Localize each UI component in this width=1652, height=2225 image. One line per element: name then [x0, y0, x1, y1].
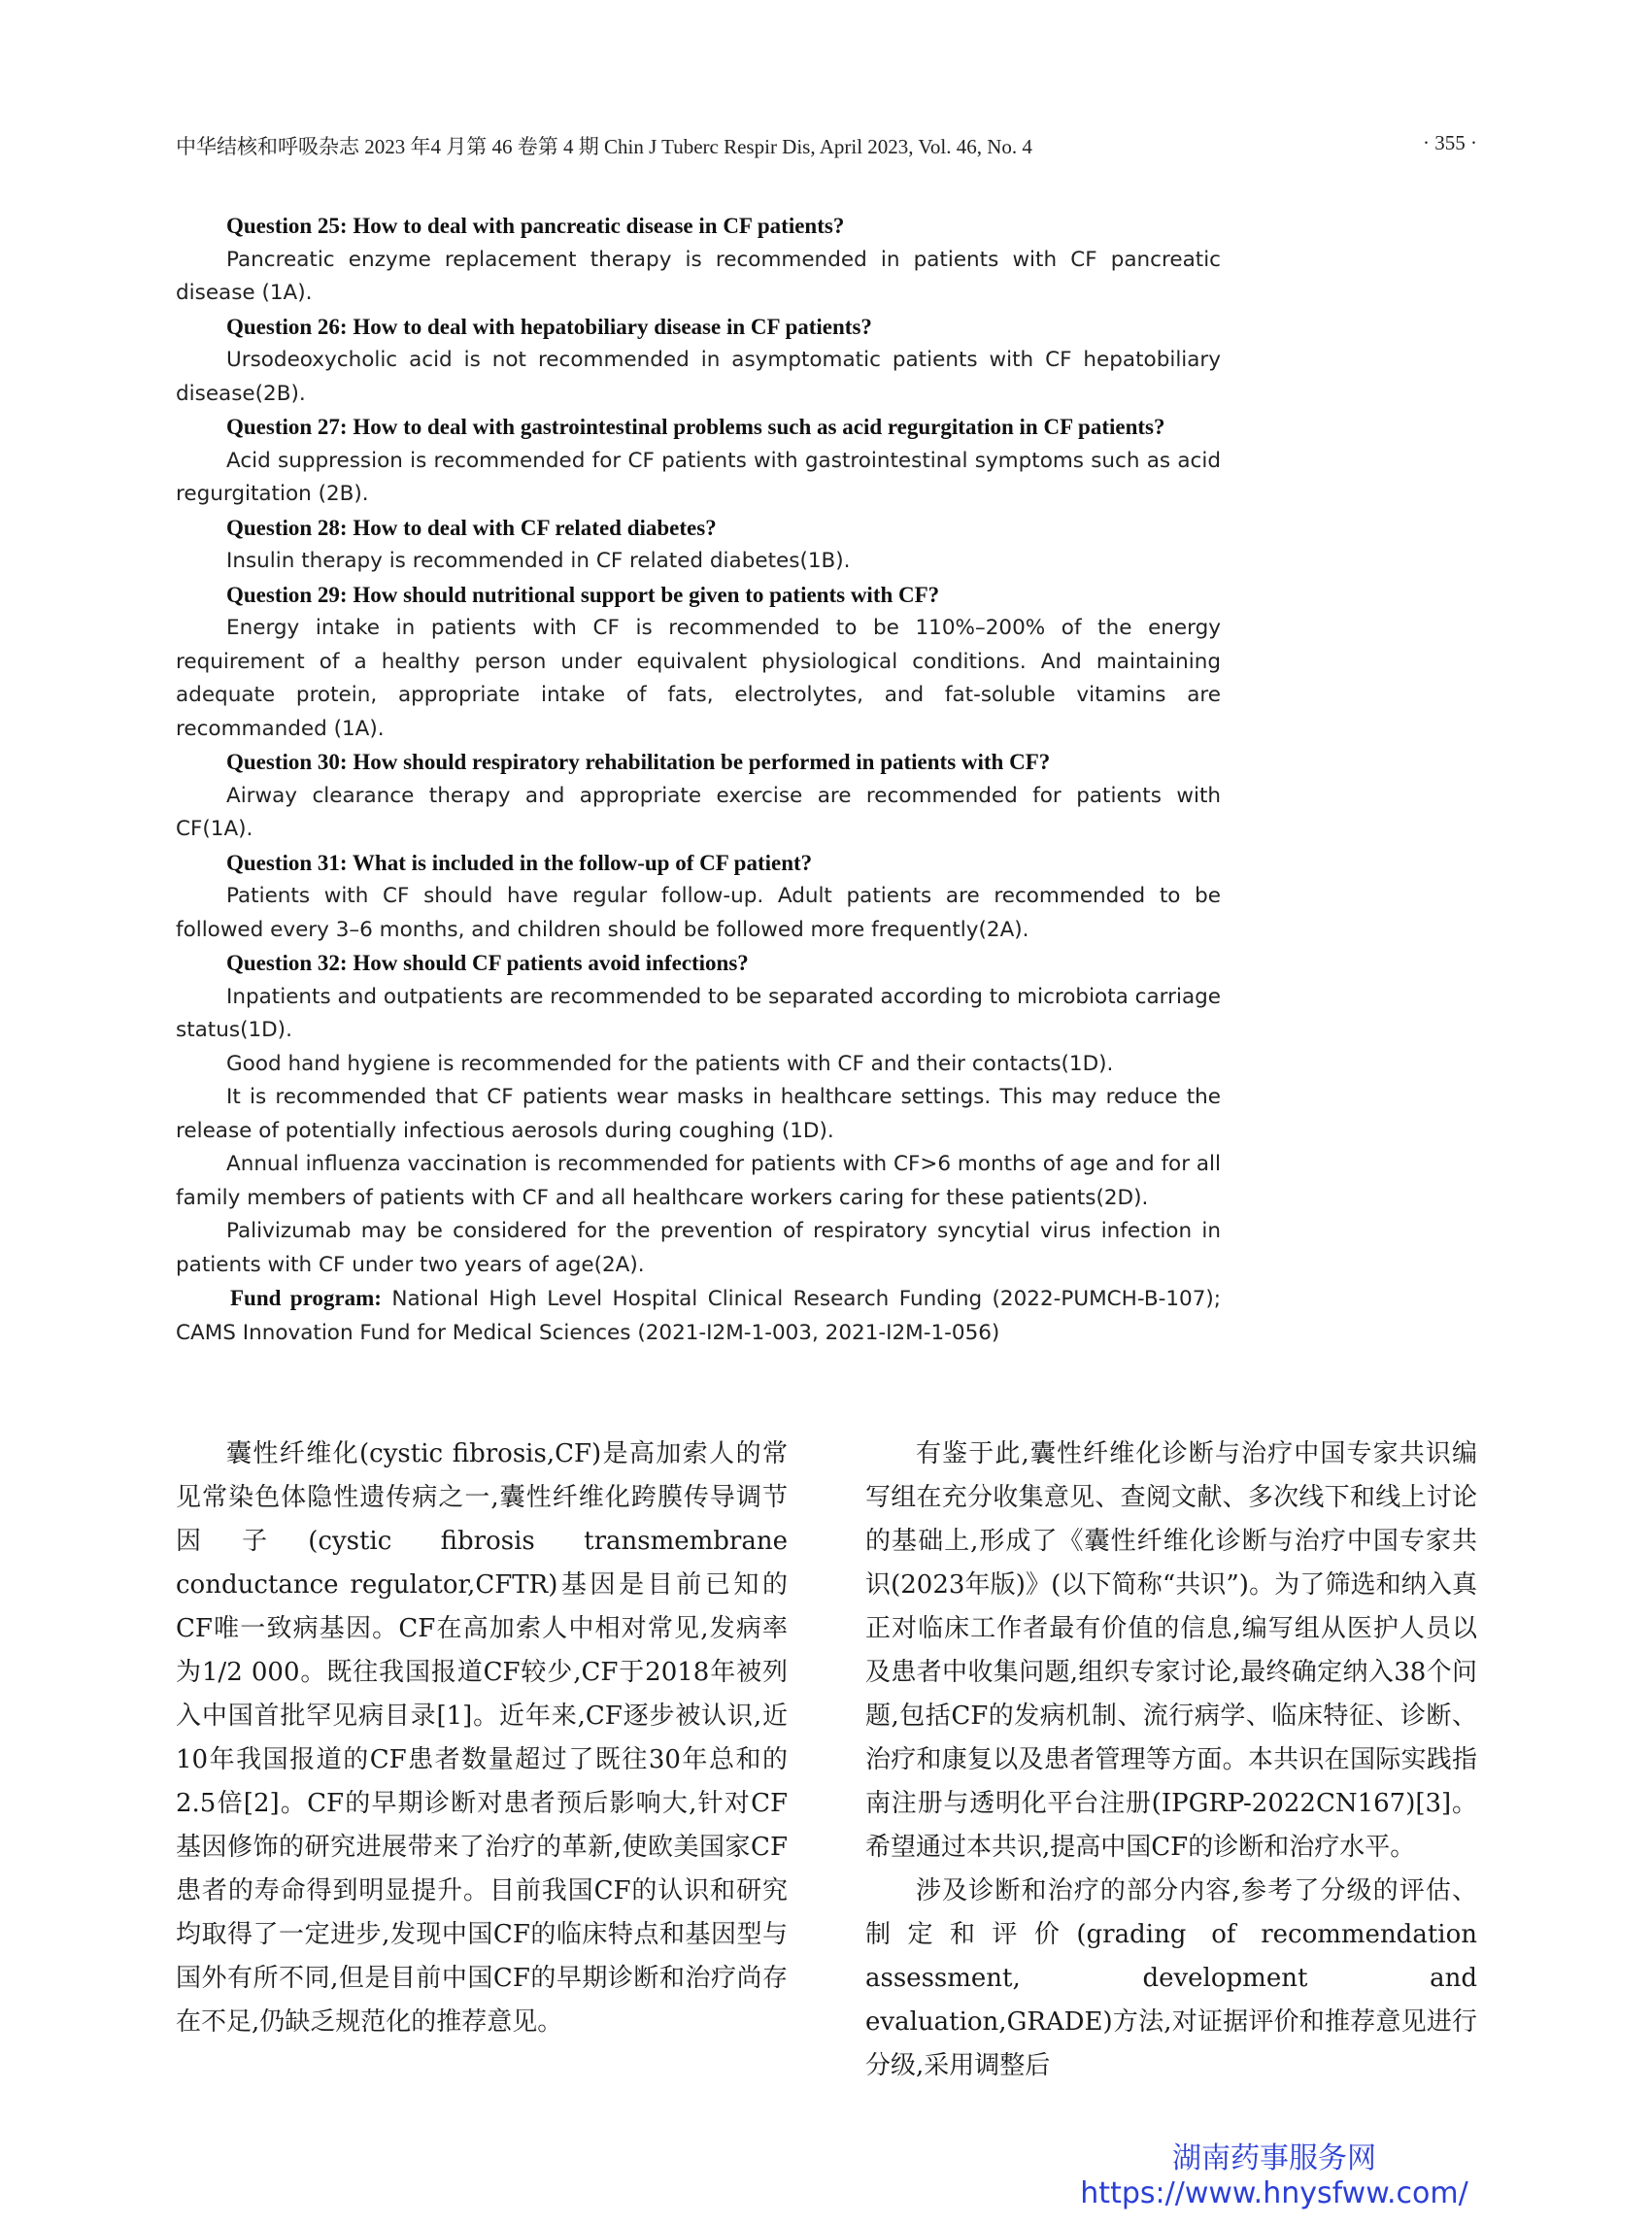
abstract-question: Question 31: What is included in the follow-up of CF patient? [226, 850, 813, 875]
abstract-recommendation: Airway clearance therapy and appropriate exercise are recommended for patients with CF(1A). [176, 783, 1221, 841]
watermark-site-name: 湖南药事服务网 [1172, 2141, 1376, 2175]
abstract-recommendation: Palivizumab may be considered for the prevention of respiratory syncytial virus infection in patients with CF under two years of age(2A). [176, 1219, 1221, 1277]
abstract-recommendation: Ursodeoxycholic acid is not recommended in asymptomatic patients with CF hepatobiliary disease(2B). [176, 348, 1221, 406]
page-number: · 355 · [1423, 131, 1477, 154]
abstract-question: Question 28: How to deal with CF related diabetes? [226, 515, 717, 540]
abstract-recommendation: Good hand hygiene is recommended for the patients with CF and their contacts(1D). [226, 1051, 1114, 1076]
watermark-url[interactable]: https://www.hnysfww.com/ [1080, 2176, 1468, 2210]
abstract-recommendation: Acid suppression is recommended for CF patients with gastrointestinal symptoms such as acid regurgitation (2B). [176, 448, 1221, 506]
body-paragraph: 有鉴于此,囊性纤维化诊断与治疗中国专家共识编写组在充分收集意见、查阅文献、多次线下和线上讨论的基础上,形成了《囊性纤维化诊断与治疗中国专家共识(2023年版)》(以下简称“共识”)。为了筛选和纳入真正对临床工作者最有价值的信息,编写组从医护人员以及患者中收集问题,组织专家讨论,最终确定纳入38个问题,包括CF的发病机制、流行病学、临床特征、诊断、治疗和康复以及患者管理等方面。本共识在国际实践指南注册与透明化平台注册(IPGRP-2022CN167)[3]。希望通过本共识,提高中国CF的诊断和治疗水平。 [865, 1439, 1477, 1862]
abstract-recommendation: Inpatients and outpatients are recommended to be separated according to microbiota carriage status(1D). [176, 984, 1221, 1042]
abstract-recommendation: It is recommended that CF patients wear masks in healthcare settings. This may reduce the release of potentially infectious aerosols during coughing (1D). [176, 1085, 1221, 1143]
abstract-question: Question 27: How to deal with gastrointestinal problems such as acid regurgitation in CF patients? [226, 415, 1165, 439]
abstract-question: Question 32: How should CF patients avoid infections? [226, 951, 749, 975]
fund-program-label: Fund program: [230, 1286, 382, 1310]
abstract-question: Question 25: How to deal with pancreatic disease in CF patients? [226, 214, 845, 238]
fund-program [176, 1282, 1221, 1350]
abstract-question: Question 29: How should nutritional support be given to patients with CF? [226, 582, 940, 607]
right-column [865, 1433, 1477, 2088]
english-abstract [176, 210, 1221, 1350]
journal-citation: 中华结核和呼吸杂志 2023 年4 月第 46 卷第 4 期 Chin J Tuberc Respir Dis, April 2023, Vol. 46, No. 4 [176, 135, 1032, 158]
abstract-question: Question 26: How to deal with hepatobiliary disease in CF patients? [226, 314, 872, 339]
abstract-recommendation: Annual influenza vaccination is recommended for patients with CF>6 months of age and for all family members of patients with CF and all healthcare workers caring for these patients(2D). [176, 1152, 1221, 1210]
fund-program-text: National High Level Hospital Clinical Research Funding (2022-PUMCH-B-107); CAMS Innovation Fund for Medical Sciences (2021-I2M-1-003, 2021-I2M-1-056) [176, 1287, 1222, 1345]
abstract-question: Question 30: How should respiratory rehabilitation be performed in patients with CF? [226, 750, 1051, 774]
watermark [1070, 2141, 1478, 2211]
abstract-recommendation: Energy intake in patients with CF is recommended to be 110%–200% of the energy requirement of a healthy person under equivalent physiological conditions. And maintaining adequate protein, appropriate intake of fats, electrolytes, and fat-soluble vitamins are recommanded (1A). [176, 616, 1221, 741]
body-paragraph: 涉及诊断和治疗的部分内容,参考了分级的评估、制定和评价(grading of recommendation assessment, development and evaluation,GRADE)方法,对证据评价和推荐意见进行分级,采用调整后 [865, 1876, 1477, 2080]
abstract-recommendation: Insulin therapy is recommended in CF related diabetes(1B). [226, 549, 851, 573]
body-paragraph: 囊性纤维化(cystic fibrosis,CF)是高加索人的常见常染色体隐性遗传病之一,囊性纤维化跨膜传导调节因子(cystic fibrosis transmembrane conductance regulator,CFTR)基因是目前已知的CF唯一致病基因。CF在高加索人中相对常见,发病率为1/2 000。既往我国报道CF较少,CF于2018年被列入中国首批罕见病目录[1]。近年来,CF逐步被认识,近10年我国报道的CF患者数量超过了既往30年总和的2.5倍[2]。CF的早期诊断对患者预后影响大,针对CF基因修饰的研究进展带来了治疗的革新,使欧美国家CF患者的寿命得到明显提升。目前我国CF的认识和研究均取得了一定进步,发现中国CF的临床特点和基因型与国外有所不同,但是目前中国CF的早期诊断和治疗尚存在不足,仍缺乏规范化的推荐意见。 [176, 1439, 788, 2037]
left-column [176, 1433, 788, 2044]
abstract-recommendation: Pancreatic enzyme replacement therapy is recommended in patients with CF pancreatic disease (1A). [176, 247, 1221, 305]
abstract-recommendation: Patients with CF should have regular follow-up. Adult patients are recommended to be followed every 3–6 months, and children should be followed more frequently(2A). [176, 884, 1221, 942]
